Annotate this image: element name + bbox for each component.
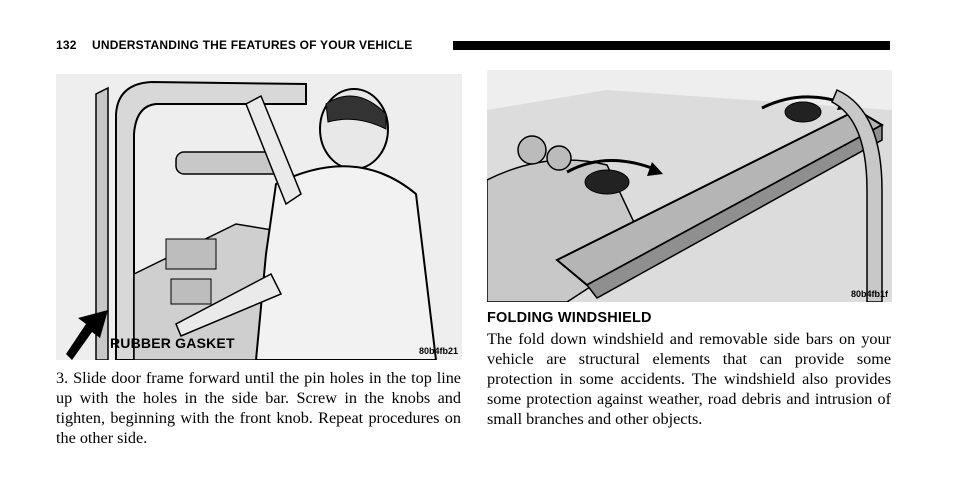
figure-code: 80b4fb21 [418,346,458,356]
folding-windshield-illustration [487,70,892,302]
header-rule [453,41,890,50]
figure-code: 80b4fb1f [850,289,888,299]
windshield-drawing [487,70,892,302]
door-frame-drawing [56,74,462,360]
section-body: The fold down windshield and removable side bars on your vehicle are structural elements that can provide some protection in some accidents. The windshield also provides some protection against weather, road debris and intrusion of small branches and other objects. [487,330,891,428]
page-number: 132 [56,38,77,52]
rubber-gasket-callout: RUBBER GASKET [110,335,235,351]
door-frame-illustration [56,74,462,360]
step-3-text: 3. Slide door frame forward until the pin holes in the top line up with the holes in the side bar. Screw in the knobs and tighten, beginning with the front knob. Repeat procedures on the other side. [56,369,461,447]
section-heading: FOLDING WINDSHIELD [487,310,652,326]
section-title: UNDERSTANDING THE FEATURES OF YOUR VEHICLE [92,38,413,52]
page-header [56,37,890,55]
